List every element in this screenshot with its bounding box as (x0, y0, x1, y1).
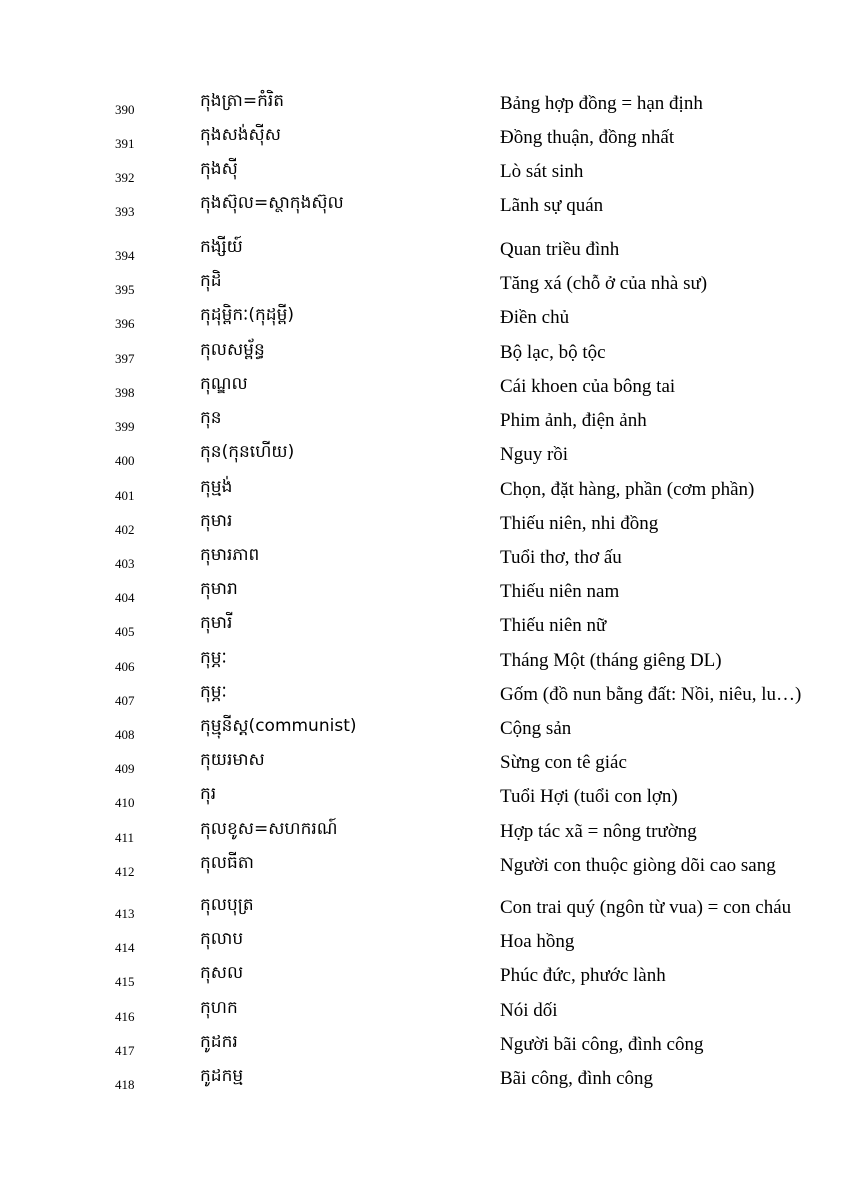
entry-number: 394 (115, 248, 135, 263)
entry-number: 398 (115, 385, 135, 400)
vietnamese-definition: Người con thuộc giòng dõi cao sang (500, 855, 776, 876)
khmer-headword: កុហក (200, 998, 238, 1018)
vietnamese-definition: Tăng xá (chỗ ở của nhà sư) (500, 273, 708, 294)
khmer-headword: កុណ្ឌល (200, 374, 248, 394)
vietnamese-definition: Thiếu niên nam (500, 581, 620, 602)
vietnamese-definition: Sừng con tê giác (500, 752, 627, 773)
khmer-headword: កុដិ (200, 271, 222, 291)
khmer-headword: កុយរមាស (200, 750, 265, 770)
vietnamese-definition: Thiếu niên nữ (500, 615, 607, 636)
entry-number: 401 (115, 488, 135, 503)
dictionary-entry (0, 510, 848, 544)
khmer-headword: កុងត្រា=កំរិត (200, 91, 285, 111)
vietnamese-definition: Phim ảnh, điện ảnh (500, 410, 647, 431)
khmer-headword: កុម្មង់ (200, 477, 233, 497)
vietnamese-definition: Lãnh sự quán (500, 195, 604, 216)
khmer-headword: កូដករ (200, 1032, 238, 1052)
dictionary-entry (0, 1031, 848, 1065)
entry-number: 399 (115, 419, 135, 434)
entry-number: 410 (115, 795, 135, 810)
dictionary-entry (0, 852, 848, 886)
entry-number: 405 (115, 624, 135, 639)
khmer-headword: កុម្ភៈ (200, 648, 227, 668)
entry-number: 397 (115, 351, 135, 366)
dictionary-entry (0, 544, 848, 578)
khmer-headword: កុមារា (200, 579, 238, 599)
dictionary-entry (0, 407, 848, 441)
entry-number: 408 (115, 727, 135, 742)
khmer-headword: កុងស៊ុល=ស្ថាកុងស៊ុល (200, 193, 344, 213)
dictionary-entry (0, 962, 848, 996)
entry-number: 417 (115, 1043, 135, 1058)
khmer-headword: កុងសង់ស៊ីស (200, 125, 281, 145)
vietnamese-definition: Bộ lạc, bộ tộc (500, 342, 606, 363)
dictionary-entry (0, 715, 848, 749)
entry-number: 402 (115, 522, 135, 537)
vietnamese-definition: Cái khoen của bông tai (500, 376, 676, 397)
entry-number: 411 (115, 830, 135, 845)
entry-number: 407 (115, 693, 135, 708)
entry-number: 414 (115, 940, 135, 955)
entry-number: 416 (115, 1009, 135, 1024)
dictionary-entry (0, 441, 848, 475)
khmer-headword: កុលសម្ព័ន្ធ (200, 340, 265, 360)
khmer-headword: កុលខូស=សហករណ៍ (200, 819, 338, 839)
entry-number: 404 (115, 590, 135, 605)
vietnamese-definition: Lò sát sinh (500, 161, 584, 182)
khmer-headword: កុសល (200, 963, 244, 983)
vietnamese-definition: Chọn, đặt hàng, phần (cơm phần) (500, 479, 755, 500)
khmer-headword: កូដកម្ម (200, 1066, 244, 1086)
khmer-headword: កុលាប (200, 929, 244, 949)
vietnamese-definition: Thiếu niên, nhi đồng (500, 513, 659, 534)
dictionary-entry (0, 192, 848, 226)
entry-number: 391 (115, 136, 135, 151)
khmer-headword: កុលធីតា (200, 853, 254, 873)
entry-number: 400 (115, 453, 135, 468)
entry-number: 403 (115, 556, 135, 571)
dictionary-entry (0, 783, 848, 817)
entry-number: 395 (115, 282, 135, 297)
entry-number: 412 (115, 864, 135, 879)
dictionary-entry (0, 818, 848, 852)
dictionary-entry (0, 681, 848, 715)
entry-number: 406 (115, 659, 135, 674)
khmer-headword: កុន (200, 408, 222, 428)
vietnamese-definition: Tuổi Hợi (tuổi con lợn) (500, 786, 678, 807)
entry-number: 393 (115, 204, 135, 219)
vietnamese-definition: Hoa hồng (500, 931, 575, 952)
khmer-headword: កុលបុត្រ (200, 895, 254, 915)
vietnamese-definition: Bãi công, đình công (500, 1068, 654, 1089)
khmer-headword: កុរ (200, 784, 217, 804)
khmer-headword: កុមារភាព (200, 545, 260, 565)
dictionary-entry (0, 612, 848, 646)
dictionary-entry (0, 158, 848, 192)
entry-number: 413 (115, 906, 135, 921)
vietnamese-definition: Nguy rồi (500, 444, 569, 465)
khmer-headword: កុងស៊ី (200, 159, 238, 179)
entry-number: 418 (115, 1077, 135, 1092)
entry-number: 392 (115, 170, 135, 185)
dictionary-entry (0, 304, 848, 338)
vietnamese-definition: Gốm (đồ nun bằng đất: Nồi, niêu, lu…) (500, 684, 802, 705)
dictionary-entry (0, 270, 848, 304)
dictionary-entry (0, 90, 848, 124)
entry-number: 396 (115, 316, 135, 331)
dictionary-entry (0, 373, 848, 407)
vietnamese-definition: Điền chủ (500, 307, 570, 328)
dictionary-entry (0, 928, 848, 962)
khmer-headword: កុម្មុនីស្ត(communist) (200, 716, 357, 736)
vietnamese-definition: Đồng thuận, đồng nhất (500, 127, 675, 148)
dictionary-entry (0, 339, 848, 373)
entry-number: 415 (115, 974, 135, 989)
entry-number: 409 (115, 761, 135, 776)
vietnamese-definition: Phúc đức, phước lành (500, 965, 666, 986)
khmer-headword: កុន(កុនហើយ) (200, 442, 295, 462)
dictionary-entry (0, 749, 848, 783)
vietnamese-definition: Tháng Một (tháng giêng DL) (500, 650, 722, 671)
vietnamese-definition: Tuổi thơ, thơ ấu (500, 547, 622, 568)
vietnamese-definition: Con trai quý (ngôn từ vua) = con cháu (500, 897, 792, 918)
dictionary-entry (0, 236, 848, 270)
khmer-headword: កុមារី (200, 613, 233, 633)
dictionary-entry (0, 578, 848, 612)
dictionary-entry (0, 647, 848, 681)
khmer-headword: កុដុម្ពិកៈ(កុដុម្ពី) (200, 305, 294, 325)
vietnamese-definition: Người bãi công, đình công (500, 1034, 704, 1055)
vietnamese-definition: Hợp tác xã = nông trường (500, 821, 697, 842)
dictionary-entry (0, 476, 848, 510)
vietnamese-definition: Cộng sản (500, 718, 572, 739)
vietnamese-definition: Bảng hợp đồng = hạn định (500, 93, 703, 114)
dictionary-entry (0, 1065, 848, 1099)
entry-number: 390 (115, 102, 135, 117)
khmer-headword: កង្សីយ៍ (200, 237, 243, 257)
vietnamese-definition: Nói dối (500, 1000, 558, 1021)
vietnamese-definition: Quan triều đình (500, 239, 620, 260)
khmer-headword: កុម្ភៈ (200, 682, 227, 702)
dictionary-entry (0, 894, 848, 928)
khmer-headword: កុមារ (200, 511, 233, 531)
dictionary-entry (0, 997, 848, 1031)
dictionary-entry (0, 124, 848, 158)
